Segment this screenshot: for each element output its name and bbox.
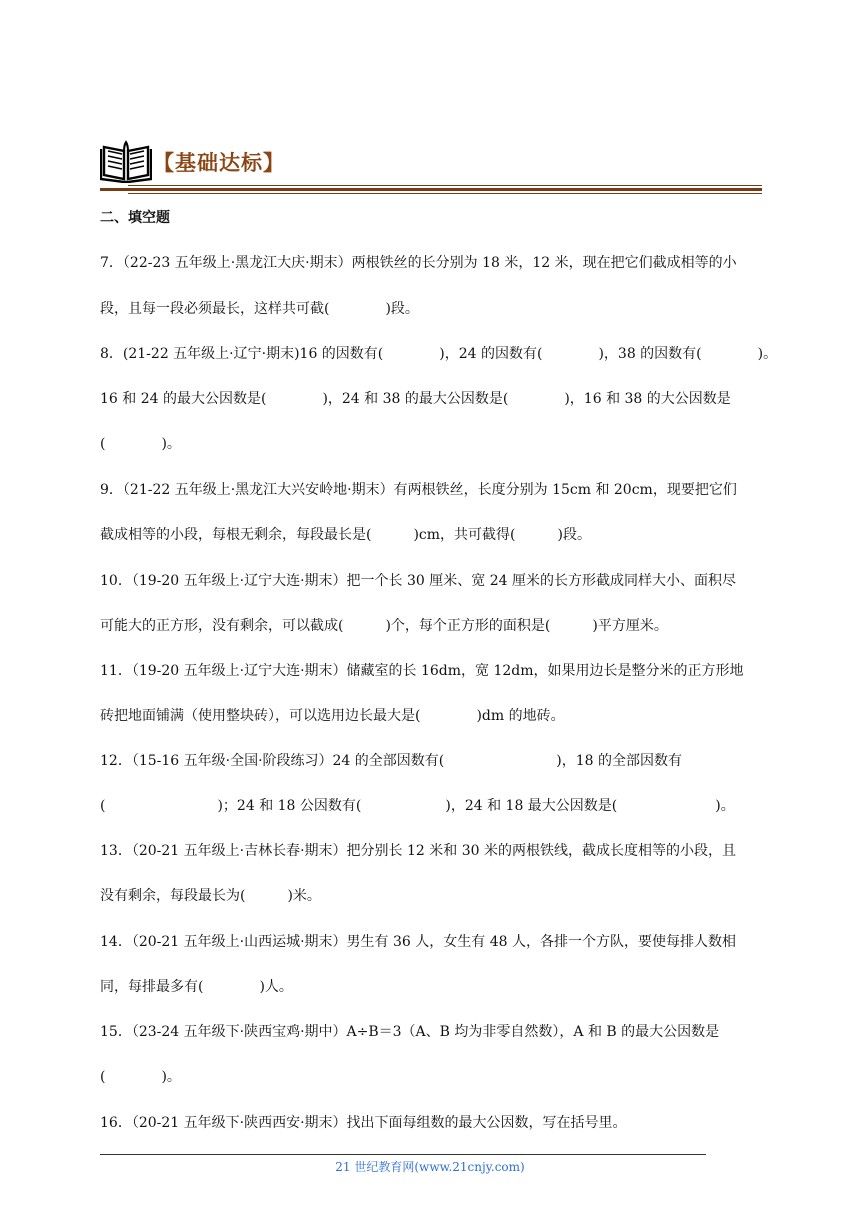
question-line: 14．（20-21 五年级上·山西运城·期末）男生有 36 人，女生有 48 人，各排一个方队，要使每排人数相 xyxy=(100,934,736,950)
question-line: 10．（19-20 五年级上·辽宁大连·期末）把一个长 30 厘米、宽 24 厘米的长方形截成同样大小、面积尽 xyxy=(100,573,736,589)
open-book-icon xyxy=(100,137,152,183)
question-line: 段，且每一段必须最长，这样共可截( )段。 xyxy=(100,301,419,317)
question-line: 7．（22-23 五年级上·黑龙江大庆·期末）两根铁丝的长分别为 18 米，12 米，现在把它们截成相等的小 xyxy=(100,255,737,271)
question-line: 15．（23-24 五年级下·陕西宝鸡·期中）A÷B＝3（A、B 均为非零自然数），A 和 B 的最大公因数是 xyxy=(100,1024,720,1040)
sub-heading: 二、填空题 xyxy=(100,210,170,226)
question-line: 没有剩余，每段最长为( )米。 xyxy=(100,888,321,904)
section-title: 【基础达标】 xyxy=(153,151,285,175)
question-line: 13．（20-21 五年级上·吉林长春·期末）把分别长 12 米和 30 米的两根铁线，截成长度相等的小段，且 xyxy=(100,843,736,859)
question-line: 11．（19-20 五年级上·辽宁大连·期末）储藏室的长 16dm，宽 12dm，如果用边长是整分米的正方形地 xyxy=(100,663,744,679)
question-line: 9．（21-22 五年级上·黑龙江大兴安岭地·期末）有两根铁丝，长度分别为 15cm 和 20cm，现要把它们 xyxy=(100,482,737,498)
question-line: ( )。 xyxy=(100,1069,181,1085)
header-rule-middle xyxy=(100,188,762,191)
question-line: ( )；24 和 18 公因数有( )，24 和 18 最大公因数是( )。 xyxy=(100,798,735,814)
header-rule-bottom xyxy=(128,193,762,194)
question-line: ( )。 xyxy=(100,436,181,452)
question-line: 12．（15-16 五年级·全国·阶段练习）24 的全部因数有( )，18 的全部因数有 xyxy=(100,753,682,769)
footer-text: 21 世纪教育网(www.21cnjy.com) xyxy=(335,1160,525,1174)
question-line: 砖把地面铺满（使用整块砖），可以选用边长最大是( )dm 的地砖。 xyxy=(100,708,565,724)
question-line: 16 和 24 的最大公因数是( )，24 和 38 的最大公因数是( )，16 和 38 的大公因数是 xyxy=(100,391,731,407)
footer-rule xyxy=(100,1154,706,1155)
question-line: 可能大的正方形，没有剩余，可以截成( )个，每个正方形的面积是( )平方厘米。 xyxy=(100,618,668,634)
question-line: 8．(21-22 五年级上·辽宁·期末)16 的因数有( )，24 的因数有( )，38 的因数有( )。 xyxy=(100,346,778,362)
header-rule-top xyxy=(128,185,762,186)
question-line: 截成相等的小段，每根无剩余，每段最长是( )cm，共可截得( )段。 xyxy=(100,527,591,543)
question-line: 同，每排最多有( )人。 xyxy=(100,979,293,995)
section-header xyxy=(100,137,285,183)
question-line: 16．（20-21 五年级下·陕西西安·期末）找出下面每组数的最大公因数，写在括号里。 xyxy=(100,1115,627,1131)
